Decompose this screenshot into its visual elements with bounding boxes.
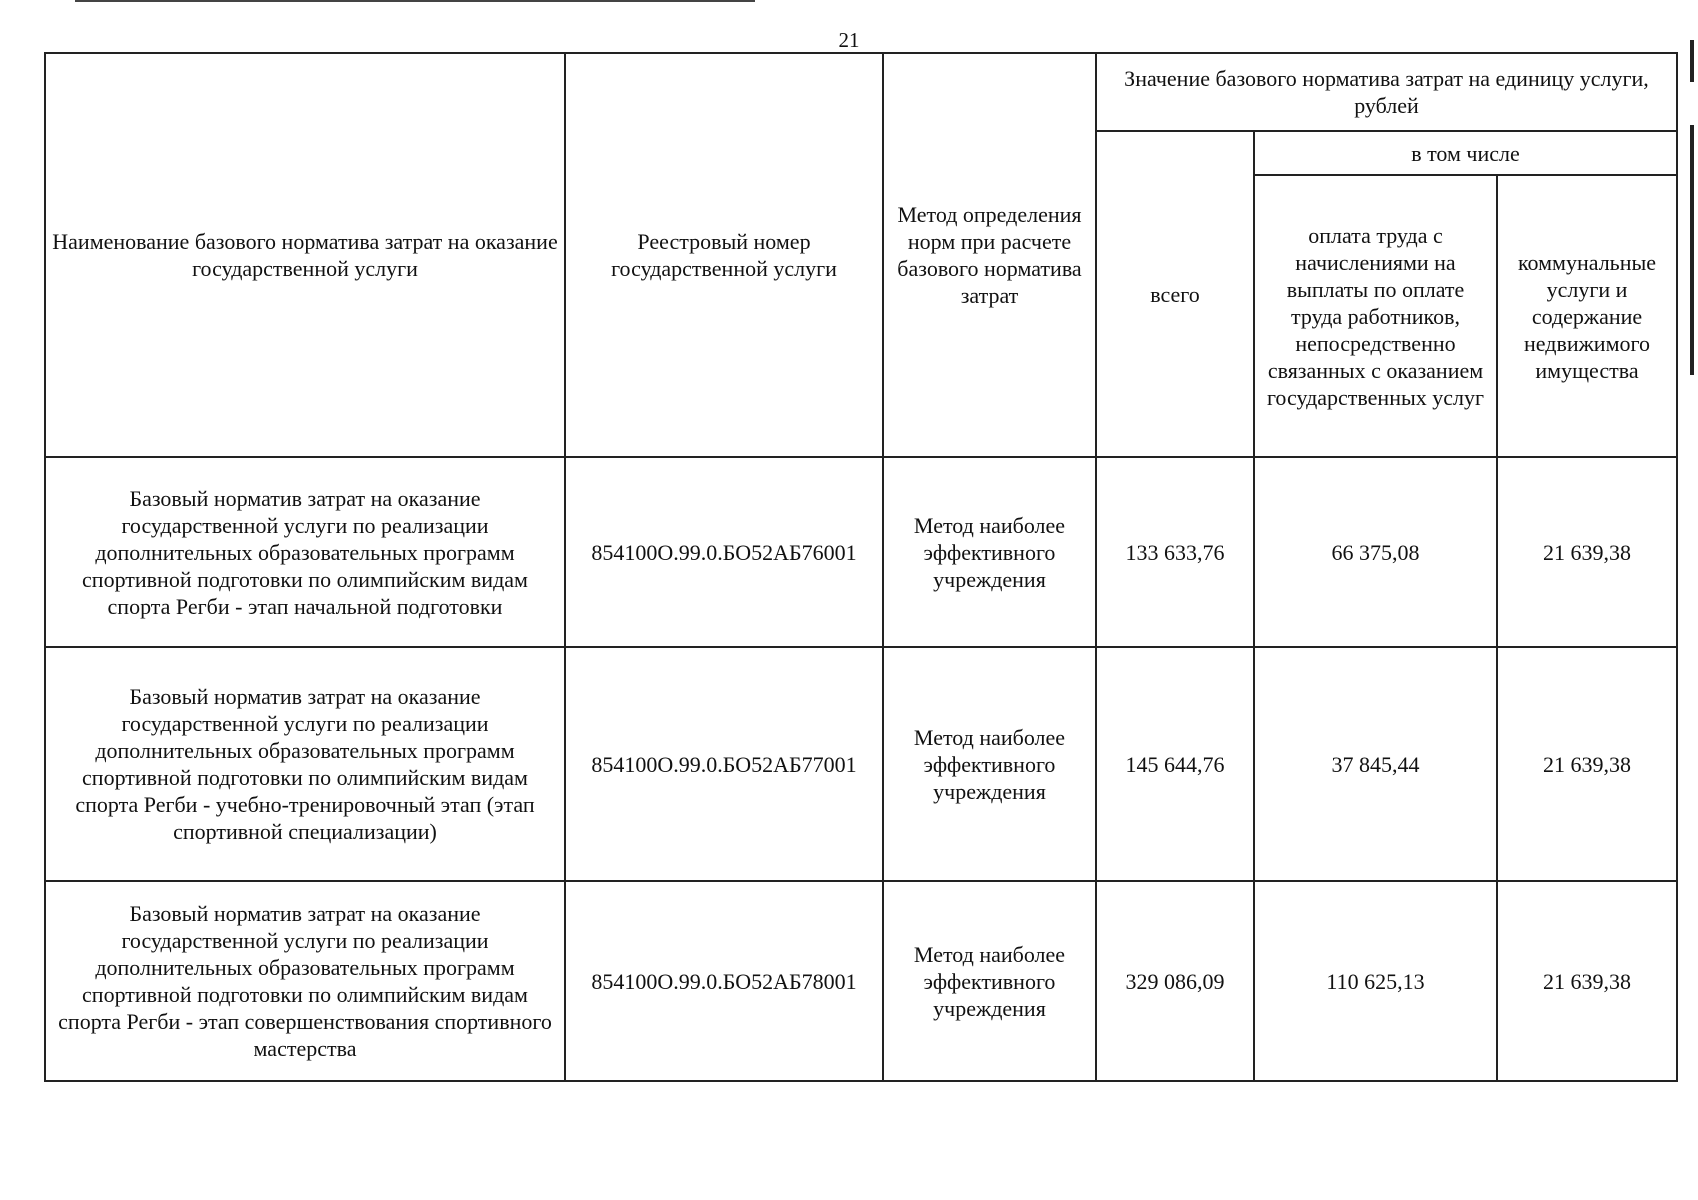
- table-row: [45, 647, 1677, 881]
- row-method: Метод наиболее эффективного учреждения: [883, 647, 1096, 881]
- header-method: Метод определения норм при расчете базового норматива затрат: [883, 53, 1096, 457]
- row-utilities: 21 639,38: [1497, 457, 1677, 647]
- row-registry: 854100О.99.0.БО52АБ76001: [565, 457, 883, 647]
- header-including: в том числе: [1254, 131, 1677, 175]
- row-utilities: 21 639,38: [1497, 881, 1677, 1081]
- row-method: Метод наиболее эффективного учреждения: [883, 881, 1096, 1081]
- scan-edge-mark: [1690, 125, 1694, 375]
- page-number: 21: [838, 28, 860, 52]
- header-name: Наименование базового норматива затрат на оказание государственной услуги: [45, 53, 565, 457]
- row-labor: 66 375,08: [1254, 457, 1497, 647]
- row-labor: 37 845,44: [1254, 647, 1497, 881]
- row-name: Базовый норматив затрат на оказание государственной услуги по реализации дополнительных образовательных программ спортивной подготовки по олимпийским видам спорта Регби - этап совершенствования спортивного мастерства: [45, 881, 565, 1081]
- header-value-group: Значение базового норматива затрат на единицу услуги, рублей: [1096, 53, 1677, 131]
- table-row: [45, 881, 1677, 1081]
- top-rule: [75, 0, 755, 2]
- header-total: всего: [1096, 131, 1254, 457]
- row-name: Базовый норматив затрат на оказание государственной услуги по реализации дополнительных образовательных программ спортивной подготовки по олимпийским видам спорта Регби - учебно-тренировочный этап (этап спортивной специализации): [45, 647, 565, 881]
- row-total: 133 633,76: [1096, 457, 1254, 647]
- row-method: Метод наиболее эффективного учреждения: [883, 457, 1096, 647]
- row-name: Базовый норматив затрат на оказание государственной услуги по реализации дополнительных образовательных программ спортивной подготовки по олимпийским видам спорта Регби - этап начальной подготовки: [45, 457, 565, 647]
- row-utilities: 21 639,38: [1497, 647, 1677, 881]
- row-registry: 854100О.99.0.БО52АБ77001: [565, 647, 883, 881]
- row-total: 329 086,09: [1096, 881, 1254, 1081]
- header-labor: оплата труда с начислениями на выплаты по оплате труда работников, непосредственно связанных с оказанием государственных услуг: [1254, 175, 1497, 457]
- table-header-row: [45, 53, 1677, 131]
- header-registry: Реестровый номер государственной услуги: [565, 53, 883, 457]
- row-registry: 854100О.99.0.БО52АБ78001: [565, 881, 883, 1081]
- row-labor: 110 625,13: [1254, 881, 1497, 1081]
- table-row: [45, 457, 1677, 647]
- cost-norm-table: [44, 52, 1678, 1082]
- row-total: 145 644,76: [1096, 647, 1254, 881]
- header-utilities: коммунальные услуги и содержание недвижимого имущества: [1497, 175, 1677, 457]
